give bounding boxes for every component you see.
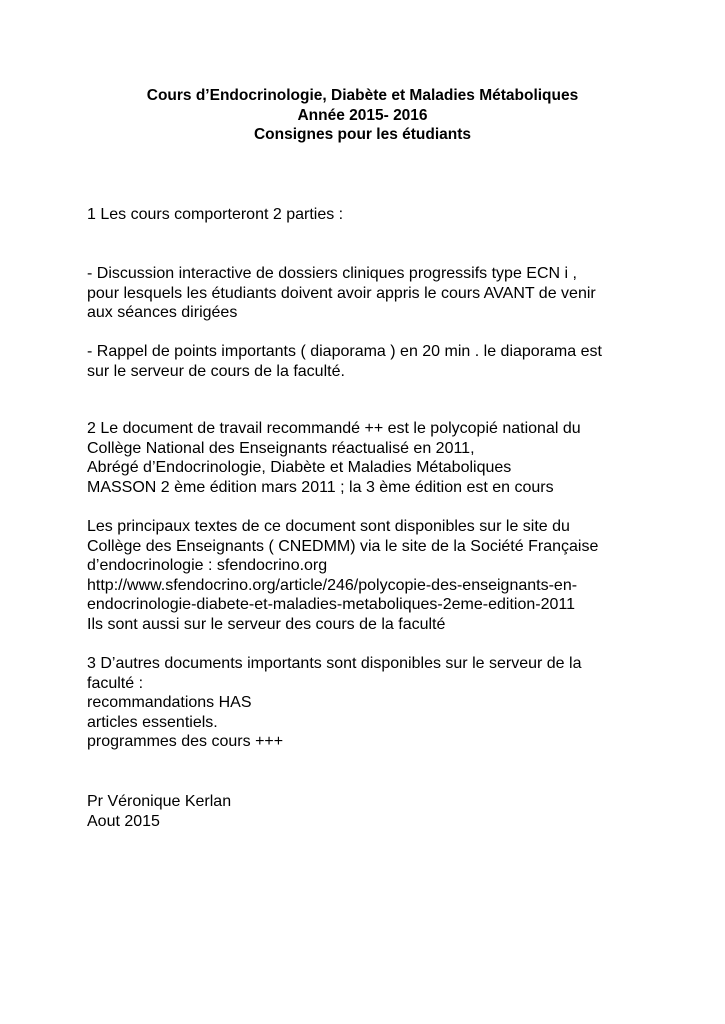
paragraph-line: MASSON 2 ème édition mars 2011 ; la 3 ème édition est en cours xyxy=(87,478,554,496)
paragraph-line: d’endocrinologie : sfendocrino.org xyxy=(87,557,328,575)
paragraph-line: pour lesquels les étudiants doivent avoir appris le cours AVANT de venir xyxy=(87,284,596,302)
signature-date: Aout 2015 xyxy=(87,812,160,830)
list-item: articles essentiels. xyxy=(87,713,218,731)
website-url: http://www.sfendocrino.org/article/246/polycopie-des-enseignants-en- xyxy=(87,576,578,594)
paragraph-line: sur le serveur de cours de la faculté. xyxy=(87,362,345,380)
paragraph-line: aux séances dirigées xyxy=(87,304,238,322)
list-item: programmes des cours +++ xyxy=(87,733,284,751)
section-1-heading xyxy=(87,205,647,225)
paragraph-line: Collège National des Enseignants réactualisé en 2011, xyxy=(87,439,475,457)
paragraph-line: Ils sont aussi sur le serveur des cours de la faculté xyxy=(87,615,446,633)
title-line-instructions: Consignes pour les étudiants xyxy=(253,126,472,143)
document-title xyxy=(0,86,725,145)
title-line-year: Année 2015- 2016 xyxy=(297,106,428,124)
paragraph-line: - Discussion interactive de dossiers cliniques progressifs type ECN i , xyxy=(87,265,577,282)
paragraph-line: 2 Le document de travail recommandé ++ est le polycopié national du xyxy=(87,420,581,437)
section-1-item-2 xyxy=(87,342,647,381)
paragraph-line: Les principaux textes de ce document sont disponibles sur le site du xyxy=(87,518,570,535)
paragraph-line: - Rappel de points importants ( diaporama ) en 20 min . le diaporama est xyxy=(87,343,602,360)
author-name: Pr Véronique Kerlan xyxy=(87,793,232,810)
paragraph-line: Collège des Enseignants ( CNEDMM) via le site de la Société Française xyxy=(87,537,599,555)
section-1-item-1 xyxy=(87,264,647,323)
section-1-heading-text: 1 Les cours comporteront 2 parties : xyxy=(87,206,344,223)
signature-block xyxy=(87,792,647,831)
paragraph-line: 3 D’autres documents importants sont disponibles sur le serveur de la xyxy=(87,655,582,672)
section-2-paragraph-2 xyxy=(87,517,647,635)
section-2-paragraph-1 xyxy=(87,419,647,497)
website-url-continued: endocrinologie-diabete-et-maladies-metaboliques-2eme-edition-2011 xyxy=(87,596,575,614)
section-3 xyxy=(87,654,647,752)
list-item: recommandations HAS xyxy=(87,694,252,712)
paragraph-line: Abrégé d’Endocrinologie, Diabète et Maladies Métaboliques xyxy=(87,459,512,477)
paragraph-line: faculté : xyxy=(87,674,144,692)
title-line-course: Cours d’Endocrinologie, Diabète et Maladies Métaboliques xyxy=(146,87,579,104)
